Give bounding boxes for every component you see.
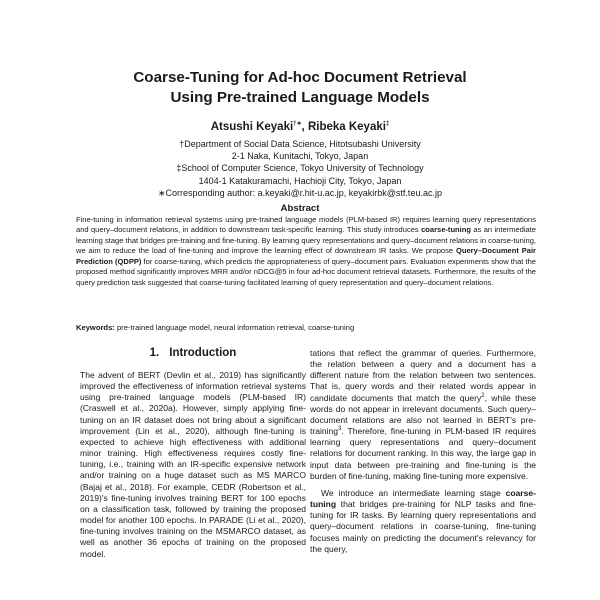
affiliation-line: †Department of Social Data Science, Hitotsubashi University bbox=[179, 139, 421, 149]
abstract-term-coarse-tuning: coarse-tuning bbox=[421, 225, 471, 235]
left-column bbox=[80, 346, 306, 560]
keywords-label: Keywords: bbox=[76, 323, 115, 332]
intro-paragraph-continued bbox=[310, 348, 536, 482]
intro-paragraph-1: The advent of BERT (Devlin et al., 2019) has significantly improved the effectiveness of information retrieval systems using pre-trained language models (PLM-based IR) (Craswell et al., 2020a). However, simply applying fine-tuning on an IR dataset does not bring about a significant improvement (Lin et al., 2020), although fine-tuning is expected to achieve high effectiveness with additional minor training. High effectiveness requires costly fine-tuning, i.e., training with an IR-specific expensive network and/or training on a huge dataset such as MS MARCO (Bajaj et al., 2018). For example, CEDR (Robertson et al., 2019)'s fine-tuning involves training BERT for 100 epochs on a classification task, followed by training the proposed model for another 100 epochs. In PARADE (Li et al., 2020), fine-tuning involves training on the MSMARCO dataset, as well as another 36 epochs of training on the proposed model. bbox=[80, 370, 306, 559]
paper-title bbox=[60, 68, 540, 108]
title-line-1: Coarse-Tuning for Ad-hoc Document Retrieval bbox=[133, 69, 467, 86]
affiliation-line: 1404-1 Katakuramachi, Hachioji City, Tokyo, Japan bbox=[198, 175, 402, 186]
paragraph-text: . Therefore, fine-tuning in PLM-based IR requires learning query representations and query–document relations for document ranking. In this way, the large gap in input data between pre-training and fine-tuning is the burden of fine-tuning, making fine-tuning more expensive. bbox=[310, 426, 536, 481]
paragraph-text: We introduce an intermediate learning stage bbox=[321, 487, 506, 498]
keywords bbox=[76, 323, 536, 332]
section-heading-introduction bbox=[80, 346, 306, 360]
paragraph-text: tations that reflect the grammar of queries. Furthermore, the relation between a query and a document has a different nature from the relation between two sentences. That is, query words and their related words appear in candidate documents that match the query bbox=[310, 348, 536, 403]
abstract-text: as an intermediate learning stage that bridges pre-training and fine-tuning. By learning query representations and query–document relations in coarse-tuning, we aim to reduce the load of fine-tuning and improve the learning effect of downstream IR tasks. We propose bbox=[76, 225, 536, 256]
affiliation-line: ‡School of Computer Science, Tokyo University of Technology bbox=[176, 163, 424, 174]
abstract-text: Fine-tuning in information retrieval systems using pre-trained language models (PLM-based IR) requires learning query representations and query–document relations, in addition to downstream task-specific learning. This study introduces bbox=[76, 215, 536, 235]
paragraph-text: , while these words do not appear in irrelevant documents. Such query–document relations are also not learned in BERT's pre-training bbox=[310, 392, 536, 437]
abstract-heading: Abstract bbox=[280, 203, 320, 214]
author-separator: , bbox=[301, 121, 308, 133]
author-2: Ribeka Keyaki bbox=[307, 121, 386, 133]
corresponding-author-line: ∗Corresponding author: a.keyaki@r.hit-u.ac.jp, keyakirbk@stf.teu.ac.jp bbox=[158, 187, 442, 198]
abstract-body bbox=[76, 215, 536, 288]
footnote-ref-3: 3 bbox=[338, 426, 342, 433]
author-2-marks: ‡ bbox=[385, 121, 390, 128]
author-1-marks: †∗ bbox=[293, 121, 302, 128]
right-column bbox=[310, 348, 536, 555]
section-title: Introduction bbox=[169, 347, 237, 359]
footnote-ref-2: 2 bbox=[481, 392, 485, 399]
paragraph-text: that bridges pre-training for NLP tasks and fine-tuning for IR tasks. By learning query representations and query–document relations in coarse-tuning, fine-tuning focuses mainly on predicting the document's relevancy for the query, bbox=[310, 499, 536, 554]
title-line-2: Using Pre-trained Language Models bbox=[170, 89, 430, 106]
author-list bbox=[60, 121, 540, 133]
abstract-text: for coarse-tuning, which predicts the appropriateness of query–document pairs. Evaluation experiments show that the proposed method significantly improves MRR and/or nDCG@5 in four ad-hoc document retrieval datasets. Furthermore, the results of the query prediction task suggested that coarse-tuning facilitated learning of query representation and query–document relations. bbox=[76, 256, 536, 287]
term-coarse-tuning: coarse-tuning bbox=[310, 487, 536, 510]
intro-paragraph-2 bbox=[310, 488, 536, 555]
author-1: Atsushi Keyaki bbox=[210, 121, 294, 133]
affiliations bbox=[60, 138, 540, 199]
affiliation-line: 2-1 Naka, Kunitachi, Tokyo, Japan bbox=[231, 151, 369, 162]
keywords-text: pre-trained language model, neural information retrieval, coarse-tuning bbox=[114, 323, 355, 332]
abstract-term-qdpp: Query–Document Pair Prediction (QDPP) bbox=[76, 246, 536, 266]
section-number: 1. bbox=[149, 347, 160, 359]
